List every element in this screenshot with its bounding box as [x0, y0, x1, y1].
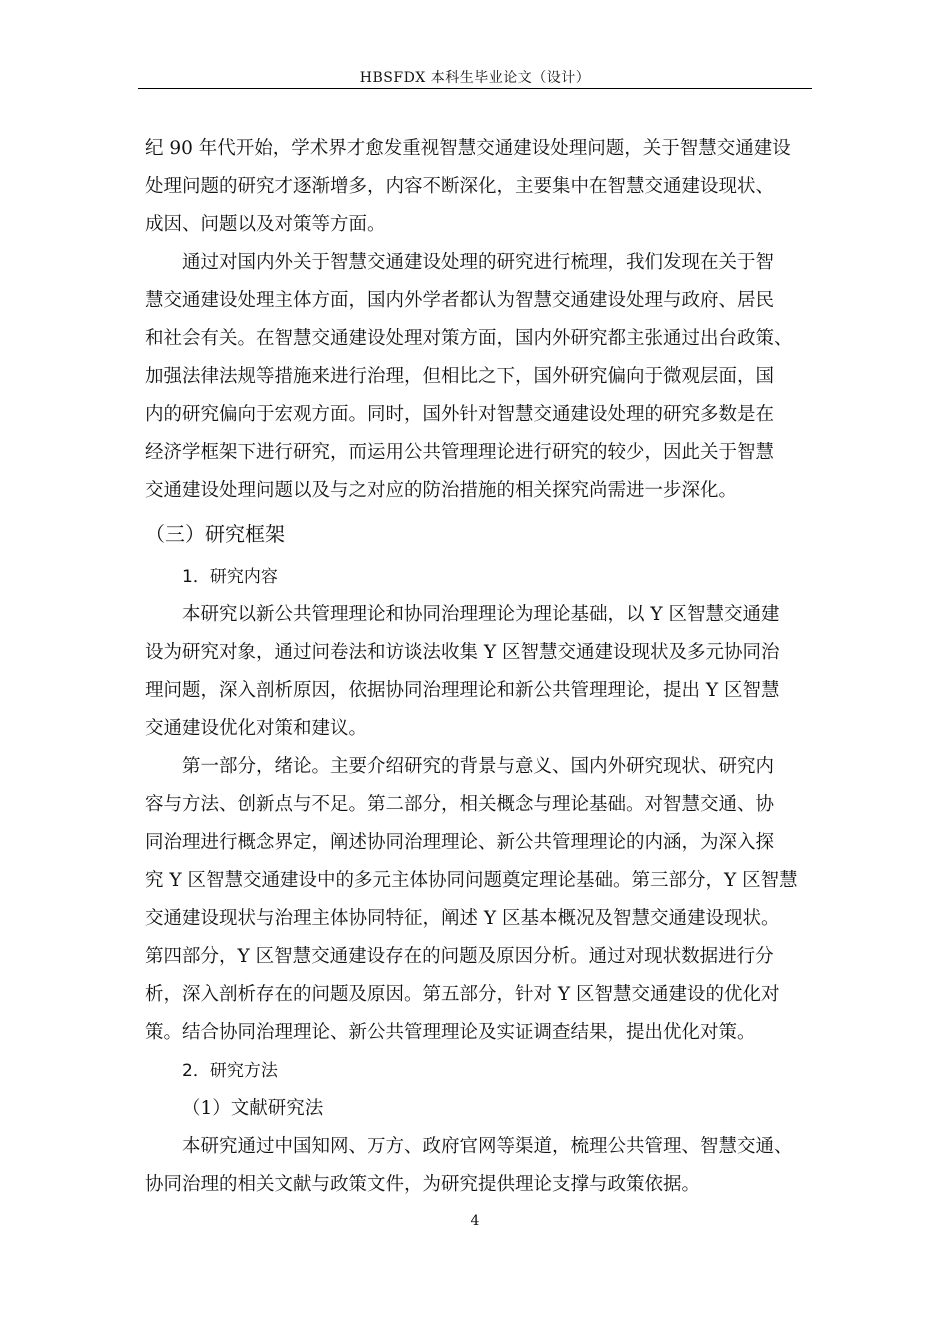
page-body — [145, 130, 811, 1204]
subsection-heading: 2．研究方法 — [182, 1061, 278, 1081]
text-line: 纪 90 年代开始，学术界才愈发重视智慧交通建设处理问题，关于智慧交通建设 — [145, 138, 791, 159]
text-line: 策。结合协同治理理论、新公共管理理论及实证调查结果，提出优化对策。 — [145, 1022, 756, 1043]
text-line: 交通建设优化对策和建议。 — [145, 718, 368, 739]
paragraph — [145, 748, 811, 1052]
paragraph — [145, 596, 811, 748]
paragraph — [145, 130, 811, 244]
text-line: 加强法律法规等措施来进行治理，但相比之下，国外研究偏向于微观层面，国 — [145, 366, 775, 387]
text-line: 同治理进行概念界定，阐述协同治理理论、新公共管理理论的内涵，为深入探 — [145, 832, 775, 853]
text-line: 通过对国内外关于智慧交通建设处理的研究进行梳理，我们发现在关于智 — [182, 252, 775, 273]
text-line: 交通建设现状与治理主体协同特征，阐述 Y 区基本概况及智慧交通建设现状。 — [145, 908, 780, 929]
text-line: 析，深入剖析存在的问题及原因。第五部分，针对 Y 区智慧交通建设的优化对 — [145, 984, 780, 1005]
text-line: 第一部分，绪论。主要介绍研究的背景与意义、国内外研究现状、研究内 — [182, 756, 775, 777]
text-line: 理问题，深入剖析原因，依据协同治理理论和新公共管理理论，提出 Y 区智慧 — [145, 680, 780, 701]
text-line: 本研究以新公共管理理论和协同治理理论为理论基础，以 Y 区智慧交通建 — [182, 604, 780, 625]
text-line: 成因、问题以及对策等方面。 — [145, 214, 386, 235]
paragraph — [145, 244, 811, 510]
text-line: 处理问题的研究才逐渐增多，内容不断深化，主要集中在智慧交通建设现状、 — [145, 176, 775, 197]
subsubsection-heading: （1）文献研究法 — [182, 1098, 324, 1119]
text-line: 交通建设处理问题以及与之对应的防治措施的相关探究尚需进一步深化。 — [145, 480, 738, 501]
text-line: 设为研究对象，通过问卷法和访谈法收集 Y 区智慧交通建设现状及多元协同治 — [145, 642, 780, 663]
text-line: 协同治理的相关文献与政策文件，为研究提供理论支撑与政策依据。 — [145, 1174, 701, 1195]
page-number: 4 — [470, 1213, 480, 1229]
header-rule — [138, 88, 812, 89]
running-header: HBSFDX 本科生毕业论文（设计） — [359, 70, 591, 86]
text-line: 和社会有关。在智慧交通建设处理对策方面，国内外研究都主张通过出台政策、 — [145, 328, 793, 349]
text-line: 内的研究偏向于宏观方面。同时，国外针对智慧交通建设处理的研究多数是在 — [145, 404, 775, 425]
text-line: 慧交通建设处理主体方面，国内外学者都认为智慧交通建设处理与政府、居民 — [145, 290, 775, 311]
text-line: 容与方法、创新点与不足。第二部分，相关概念与理论基础。对智慧交通、协 — [145, 794, 775, 815]
text-line: 究 Y 区智慧交通建设中的多元主体协同问题奠定理论基础。第三部分，Y 区智慧 — [145, 870, 798, 891]
text-line: 经济学框架下进行研究，而运用公共管理理论进行研究的较少，因此关于智慧 — [145, 442, 775, 463]
paragraph — [145, 1128, 811, 1204]
subsection-heading: 1．研究内容 — [182, 567, 278, 587]
section-heading: （三）研究框架 — [145, 522, 285, 546]
text-line: 第四部分，Y 区智慧交通建设存在的问题及原因分析。通过对现状数据进行分 — [145, 946, 774, 967]
text-line: 本研究通过中国知网、万方、政府官网等渠道，梳理公共管理、智慧交通、 — [182, 1136, 793, 1157]
